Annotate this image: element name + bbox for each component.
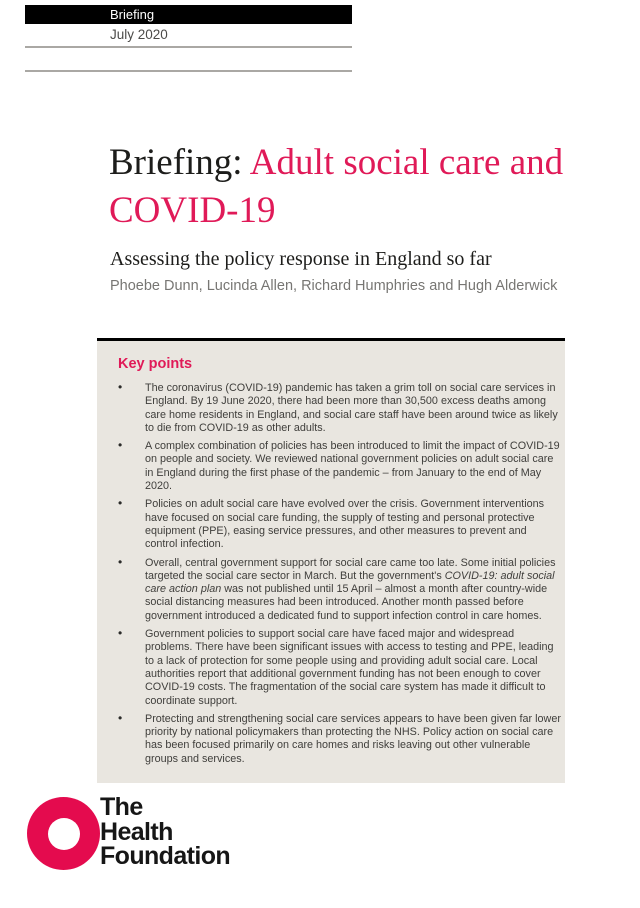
title-highlight: Adult social care and COVID-19: [109, 142, 564, 231]
key-point-text: was not published until 15 April – almost a month after country-wide social distancing measures had been introduced. Another month passed before government introduced a dedicated fund to support infection control in care homes.: [145, 583, 548, 622]
logo-ring-hole: [48, 818, 80, 850]
key-point-italic: COVID-19: adult social care action plan: [145, 569, 555, 596]
key-point-text: Government policies to support social care have faced major and widespread problems. There have been significant issues with access to testing and PPE, leading to a lack of protection for some people using and providing adult social care. Local authorities report that additional government funding has not been enough to cover COVID-19 costs. The fragmentation of the social care system has made it difficult to coordinate support.: [145, 628, 554, 707]
logo-text-line: Foundation: [100, 842, 231, 870]
key-points-list: [97, 382, 565, 766]
key-point-text: Policies on adult social care have evolved over the crisis. Government interventions have focused on social care funding, the supply of testing and personal protective equipment (PPE), easing service pressures, and other measures to prevent and control infection.: [145, 498, 545, 551]
key-point-text: Overall, central government support for social care came too late. Some initial policies targeted the social care sector in March. But the government's: [145, 556, 556, 582]
key-point-item: [97, 628, 565, 708]
publication-date: July 2020: [110, 27, 168, 42]
bullet-icon: •: [118, 626, 123, 641]
health-foundation-logo-icon: [27, 797, 100, 870]
key-point-item: [97, 498, 565, 551]
key-point-item: [97, 554, 565, 623]
title-prefix: Briefing:: [109, 142, 250, 183]
header-rule-bottom: [25, 70, 352, 72]
bullet-icon: •: [118, 438, 123, 453]
bullet-icon: •: [118, 496, 123, 511]
kicker-label: Briefing: [110, 7, 155, 22]
key-point-item: [97, 710, 565, 766]
key-point-item: [97, 440, 565, 493]
bullet-icon: •: [118, 554, 123, 569]
bullet-icon: •: [118, 380, 123, 394]
key-point-text: The coronavirus (COVID-19) pandemic has taken a grim toll on social care services in England. By 19 June 2020, there had been more than 30,500 excess deaths among care home residents in England, and social care staff have been around twice as likely to die from COVID-19 as other adults.: [145, 382, 558, 434]
logo-text-line: The: [100, 793, 143, 821]
authors-line: Phoebe Dunn, Lucinda Allen, Richard Humphries and Hugh Alderwick: [110, 278, 558, 294]
page-title: [109, 139, 589, 235]
kicker-bar: [25, 5, 352, 24]
bullet-icon: •: [118, 710, 123, 725]
key-points-box: [97, 338, 565, 783]
key-points-heading: Key points: [118, 356, 193, 372]
logo-text-line: Health: [100, 817, 173, 846]
header-rule-top: [25, 46, 352, 48]
key-point-text: Protecting and strengthening social care services appears to have been given far lower priority by national policymakers than protecting the NHS. Policy action on social care has been focused primarily on care homes and risks leaving out other vulnerable groups and services.: [145, 712, 561, 765]
subtitle: Assessing the policy response in England so far: [110, 248, 492, 270]
key-point-item: [97, 382, 565, 435]
health-foundation-logo-text: [100, 795, 230, 869]
key-point-text: A complex combination of policies has been introduced to limit the impact of COVID-19 on people and society. We reviewed national government policies on adult social care in England during the first phase of the pandemic – from January to the end of May 2020.: [145, 440, 560, 493]
